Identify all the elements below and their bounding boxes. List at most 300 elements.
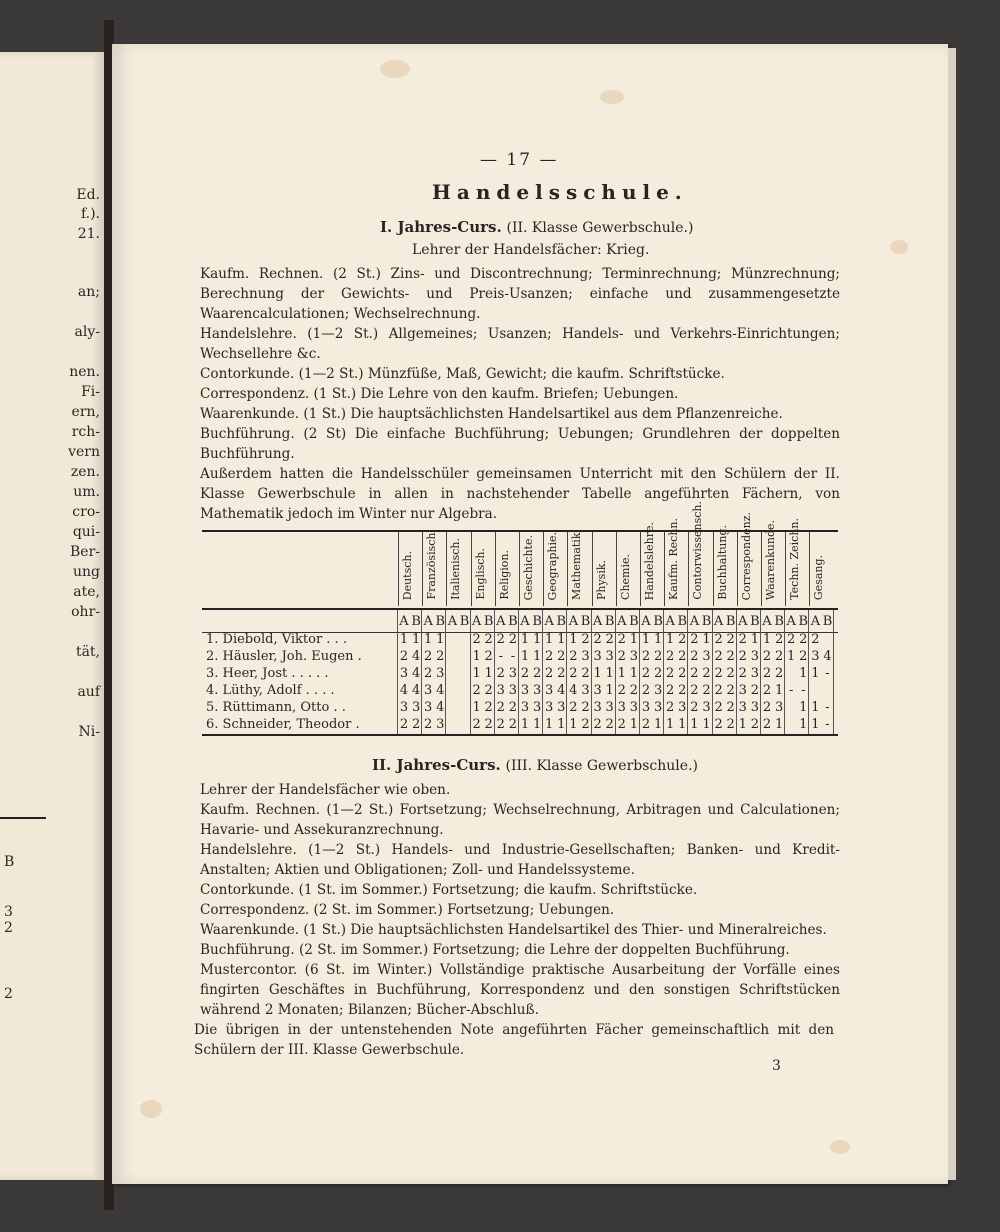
left-fragment: ern,	[71, 404, 100, 420]
left-fragment: rch-	[71, 424, 100, 440]
grade-cell: 1	[520, 717, 530, 732]
ab-header-cell: A	[544, 614, 554, 629]
ab-header-cell: A	[810, 614, 821, 629]
grade-cell: 3	[617, 700, 626, 715]
grade-cell: 1	[520, 649, 530, 664]
grade-cell: 2	[508, 717, 518, 732]
grade-cell: 3	[750, 649, 760, 664]
grade-cell: 2	[774, 649, 784, 664]
grade-cell: 1	[787, 649, 796, 664]
column-divider	[663, 610, 664, 734]
subject-header	[737, 511, 762, 606]
ab-header-cell: A	[713, 614, 724, 629]
grade-cell: 2	[762, 666, 772, 681]
left-fragment: ate,	[73, 584, 100, 600]
grade-cell: 2	[714, 666, 723, 681]
grade-cell: 2	[617, 717, 626, 732]
course1-paragraph: Kaufm. Rechnen. (2 St.) Zins- und Discontrechnung; Terminrechnung; Münzrechnung; Berechnung der Gewichts- und Preis-Usanzen; einfache und zusammengesetzte Waarencalculationen; Wechselrechnung.	[200, 266, 840, 322]
ab-header-cell: A	[496, 614, 506, 629]
grade-cell: 3	[678, 700, 687, 715]
grade-cell: 4	[557, 683, 566, 698]
grade-cell: 2	[750, 717, 760, 732]
grade-cell: 1	[738, 717, 747, 732]
course1-paragraph: Handelslehre. (1—2 St.) Allgemeines; Usanzen; Handels- und Verkehrs-Einrichtungen; Wechsellehre &c.	[200, 326, 840, 362]
grade-cell: 1	[472, 700, 481, 715]
grade-cell: 2	[666, 666, 675, 681]
table-bottom-rule	[202, 734, 838, 736]
grade-cell: 3	[545, 700, 554, 715]
subject-header	[664, 518, 689, 606]
grade-cell: 3	[424, 683, 433, 698]
subject-label: Deutsch.	[401, 550, 414, 600]
subject-header	[785, 518, 810, 606]
grade-cell: 2	[690, 649, 699, 664]
left-fragment: aly-	[74, 324, 100, 340]
subject-header	[688, 501, 713, 606]
grade-cell: 2	[714, 700, 723, 715]
grade-cell: 1	[484, 666, 493, 681]
ab-header-cell: B	[532, 614, 542, 629]
grade-cell: 2	[581, 717, 590, 732]
table-header-rule	[202, 608, 838, 610]
ab-header-cell: A	[665, 614, 675, 629]
grade-cell: 2	[726, 717, 735, 732]
grade-cell: -	[825, 700, 830, 715]
grade-cell: 1	[617, 666, 626, 681]
column-divider	[615, 610, 616, 734]
grade-cell: 1	[678, 717, 687, 732]
grade-cell: 2	[653, 666, 663, 681]
grade-cell: 3	[399, 666, 409, 681]
grade-cell: 3	[605, 700, 614, 715]
course1-paragraph: Waarenkunde. (1 St.) Die hauptsächlichsten Handelsartikel aus dem Pflanzenreiche.	[200, 406, 783, 422]
subject-header	[761, 519, 786, 606]
course1-paragraph: Buchführung. (2 St) Die einfache Buchführung; Uebungen; Grundlehren der doppelten Buchführung.	[200, 426, 840, 462]
ab-header-cell: B	[604, 614, 615, 629]
grade-cell: 2	[714, 632, 723, 647]
grade-cell: 2	[484, 632, 493, 647]
grade-cell: 2	[774, 666, 784, 681]
subject-label: Kaufm. Rechn.	[667, 518, 681, 600]
grade-cell: 1	[702, 632, 711, 647]
grade-cell: 2	[605, 632, 614, 647]
student-name: 1. Diebold, Viktor . . .	[206, 632, 347, 647]
grade-cell: 3	[581, 649, 590, 664]
grade-cell: 2	[557, 666, 566, 681]
left-fragment: vern	[68, 444, 100, 460]
grade-cell: 2	[399, 717, 409, 732]
grade-cell: 4	[436, 700, 445, 715]
grade-cell: 4	[411, 683, 421, 698]
student-name: 4. Lüthy, Adolf . . . .	[206, 683, 335, 698]
grade-cell: 2	[738, 649, 747, 664]
grade-cell: 2	[496, 717, 505, 732]
ab-header-cell: A	[617, 614, 627, 629]
left-page	[0, 52, 104, 1180]
subject-label: Buchhaltung.	[715, 525, 729, 600]
ab-header-cell: B	[459, 614, 470, 629]
grade-cell: 1	[557, 632, 566, 647]
grade-cell: 2	[762, 700, 772, 715]
grade-cell: 3	[629, 700, 639, 715]
grade-cell: 1	[545, 717, 554, 732]
grade-cell: 4	[411, 649, 421, 664]
left-fragment: qui-	[72, 524, 100, 540]
grade-cell: 2	[726, 666, 735, 681]
grade-cell: 2	[508, 700, 518, 715]
subject-header	[495, 532, 520, 606]
grade-cell: 2	[472, 683, 481, 698]
grade-cell: 2	[520, 666, 530, 681]
grade-cell: 1	[424, 632, 433, 647]
left-fragment: zen.	[70, 464, 100, 480]
grade-cell: 2	[581, 666, 590, 681]
subject-header	[713, 525, 738, 606]
grade-cell: 2	[678, 632, 687, 647]
column-divider	[470, 610, 471, 734]
grade-cell: 2	[690, 700, 699, 715]
grade-cell: 1	[532, 649, 542, 664]
subject-header	[543, 532, 568, 606]
grade-cell: 1	[532, 717, 542, 732]
grade-cell: 2	[484, 649, 493, 664]
grade-cell: -	[825, 666, 830, 681]
subject-label: Physik.	[594, 559, 608, 600]
left-rule	[0, 817, 46, 819]
grade-cell: 3	[424, 700, 433, 715]
column-divider	[518, 610, 519, 734]
grade-cell: 3	[641, 700, 651, 715]
subject-header	[422, 529, 447, 606]
ab-header-cell: A	[471, 614, 482, 629]
grade-cell: 2	[702, 683, 711, 698]
ab-header-cell: B	[653, 614, 663, 629]
grade-cell: 1	[799, 717, 808, 732]
column-divider	[566, 610, 567, 734]
column-divider	[687, 610, 688, 734]
grade-cell: 2	[629, 683, 639, 698]
grade-cell: 1	[629, 632, 639, 647]
subject-header	[592, 532, 617, 606]
grade-cell: 4	[823, 649, 832, 664]
grade-cell: 2	[532, 666, 542, 681]
page-title: Handelsschule.	[432, 180, 688, 204]
ab-header-cell: B	[435, 614, 446, 629]
ab-header-cell: A	[689, 614, 700, 629]
grade-cell: 1	[569, 717, 578, 732]
paper-stain	[830, 1140, 850, 1154]
grade-cell: 1	[605, 683, 614, 698]
grade-cell: 1	[569, 632, 578, 647]
grade-cell: 2	[666, 700, 675, 715]
column-divider	[808, 610, 809, 734]
grade-cell: 3	[411, 700, 421, 715]
ab-header-cell: B	[725, 614, 736, 629]
left-fragment: ung	[73, 564, 100, 580]
course1-paragraph: Außerdem hatten die Handelsschüler gemeinsamen Unterricht mit den Schülern der II. Klasse Gewerbschule in allen in nachstehender Tabelle angeführten Fächern, von Mathematik jedoch im Winter nur Algebra.	[200, 466, 840, 522]
grade-cell: 3	[653, 700, 663, 715]
ab-header-cell: B	[556, 614, 567, 629]
grade-cell: 2	[750, 683, 760, 698]
subject-label: Geographie.	[546, 531, 560, 600]
ab-header-cell: B	[750, 614, 760, 629]
grade-cell: 2	[641, 649, 651, 664]
grade-cell: 3	[811, 649, 820, 664]
subject-header	[398, 532, 423, 606]
grade-cell: 1	[436, 632, 445, 647]
grade-cell: 2	[508, 632, 518, 647]
grade-cell: 2	[666, 649, 675, 664]
grade-cell: 2	[496, 700, 505, 715]
grade-cell: 2	[690, 666, 699, 681]
ab-header-cell: A	[738, 614, 748, 629]
left-table-fragment: B	[4, 854, 15, 870]
grade-cell: 2	[472, 717, 481, 732]
course2-paragraph: Die übrigen in der untenstehenden Note angeführten Fächer gemeinschaftlich mit den Schülern der III. Klasse Gewerbschule.	[194, 1022, 834, 1058]
grade-cell: 2	[641, 666, 651, 681]
grade-cell: 1	[411, 632, 421, 647]
subject-label: Geschichte.	[522, 534, 535, 600]
grade-cell: 3	[508, 666, 518, 681]
course1-heading-line	[380, 218, 693, 236]
grade-cell: -	[510, 649, 516, 664]
subject-label: Gesang.	[812, 554, 826, 600]
grade-cell: 1	[702, 717, 711, 732]
subject-header	[519, 532, 544, 606]
subject-label: Handelslehre.	[643, 521, 656, 600]
grade-cell: 1	[774, 683, 784, 698]
ab-header-cell: A	[447, 614, 458, 629]
grade-cell: 2	[799, 649, 808, 664]
ab-header-cell: B	[677, 614, 688, 629]
subject-label: Chemie.	[618, 554, 632, 600]
ab-header-cell: B	[483, 614, 494, 629]
grade-cell: 1	[799, 700, 808, 715]
page-number: — 17 —	[480, 150, 559, 170]
grade-cell: 4	[569, 683, 578, 698]
course2-class-note: (III. Klasse Gewerbschule.)	[505, 758, 698, 774]
grade-cell: 2	[726, 649, 735, 664]
grade-cell: 2	[496, 632, 505, 647]
grade-cell: 2	[714, 649, 723, 664]
grade-cell: 2	[545, 666, 554, 681]
grade-cell: 3	[702, 649, 711, 664]
grade-cell: 2	[569, 666, 578, 681]
subject-label: Contorwissensch.	[691, 501, 705, 600]
grade-cell: 2	[484, 700, 493, 715]
grade-cell: 2	[496, 666, 505, 681]
grade-cell: 3	[629, 649, 639, 664]
left-table-fragment: 2	[4, 920, 13, 936]
grade-cell: 2	[714, 717, 723, 732]
grade-cell: -	[825, 717, 830, 732]
course2-paragraph: Kaufm. Rechnen. (1—2 St.) Fortsetzung; Wechselrechnung, Arbitragen und Calculationen; Havarie- und Assekuranzrechnung.	[200, 802, 840, 838]
student-name: 2. Häusler, Joh. Eugen .	[206, 649, 362, 664]
grade-cell: 2	[557, 649, 566, 664]
grade-cell: 2	[726, 632, 735, 647]
grade-cell: 3	[557, 700, 566, 715]
grade-cell: 1	[532, 632, 542, 647]
subject-header	[471, 532, 496, 606]
column-divider	[494, 610, 495, 734]
grade-cell: 3	[774, 700, 784, 715]
grade-cell: 1	[399, 632, 409, 647]
ab-header-cell: B	[411, 614, 421, 629]
paper-stain	[600, 90, 624, 104]
column-divider	[542, 610, 543, 734]
left-fragment: f.).	[80, 206, 100, 222]
subject-label: Correspondenz.	[739, 511, 753, 600]
grade-cell: 2	[424, 649, 433, 664]
grade-cell: 3	[496, 683, 505, 698]
grade-cell: 3	[520, 683, 530, 698]
left-table-fragment: 2	[4, 986, 13, 1002]
ab-header-cell: B	[798, 614, 809, 629]
column-divider	[760, 610, 761, 734]
ab-header-cell: B	[701, 614, 712, 629]
ab-header-cell: B	[580, 614, 591, 629]
grade-cell: 2	[678, 666, 687, 681]
signature-mark: 3	[772, 1058, 781, 1074]
grade-cell: 3	[436, 666, 445, 681]
grade-cell: 1	[666, 632, 675, 647]
grade-cell: 2	[726, 700, 735, 715]
grade-cell: 2	[678, 683, 687, 698]
course2-paragraph: Contorkunde. (1 St. im Sommer.) Fortsetzung; die kaufm. Schriftstücke.	[200, 882, 698, 898]
grade-cell: 1	[629, 717, 639, 732]
grade-cell: 1	[811, 717, 820, 732]
paper-stain	[140, 1100, 162, 1118]
grade-cell: 2	[545, 649, 554, 664]
ab-header-cell: A	[641, 614, 651, 629]
subject-label: Waarenkunde.	[764, 519, 777, 600]
subject-label: Italienisch.	[449, 538, 463, 600]
subject-header	[809, 532, 834, 606]
left-table-fragment: 3	[4, 904, 13, 920]
grade-cell: 2	[774, 632, 784, 647]
grade-cell: 3	[605, 649, 614, 664]
grade-cell: -	[801, 683, 806, 698]
grade-cell: 3	[532, 683, 542, 698]
paper-stain	[380, 60, 410, 78]
course1-teacher: Lehrer der Handelsfächer: Krieg.	[412, 242, 650, 258]
course2-teacher: Lehrer der Handelsfächer wie oben.	[200, 782, 451, 798]
paper-stain	[890, 240, 908, 254]
column-divider	[712, 610, 713, 734]
course2-paragraph: Correspondenz. (2 St. im Sommer.) Fortsetzung; Uebungen.	[200, 902, 615, 918]
grade-cell: 3	[738, 683, 747, 698]
grade-cell: 3	[520, 700, 530, 715]
student-name: 3. Heer, Jost . . . . .	[206, 666, 329, 681]
grade-cell: 1	[690, 717, 699, 732]
course1-paragraph: Correspondenz. (1 St.) Die Lehre von den kaufm. Briefen; Uebungen.	[200, 386, 679, 402]
grade-cell: 3	[702, 700, 711, 715]
left-fragment: Ber-	[70, 544, 100, 560]
grade-cell: 2	[581, 632, 590, 647]
grade-cell: 3	[436, 717, 445, 732]
grade-cell: 2	[799, 632, 808, 647]
left-fragment: Ni-	[78, 724, 100, 740]
grade-cell: 2	[738, 632, 747, 647]
ab-header-cell: A	[786, 614, 796, 629]
grade-cell: 2	[424, 717, 433, 732]
subject-label: Französisch.	[425, 529, 439, 600]
grade-cell: 1	[557, 717, 566, 732]
subject-header	[567, 529, 592, 606]
subject-header	[640, 521, 665, 606]
ab-header-cell: B	[508, 614, 518, 629]
grade-cell: 2	[738, 666, 747, 681]
course2-paragraph: Handelslehre. (1—2 St.) Handels- und Industrie-Gesellschaften; Banken- und Kredit-Anstalten; Aktien und Obligationen; Zoll- und Handelssysteme.	[200, 842, 840, 878]
subject-header	[446, 532, 471, 606]
grade-cell: 2	[593, 717, 602, 732]
course2-paragraph: Mustercontor. (6 St. im Winter.) Vollständige praktische Ausarbeitung der Vorfälle eines fingirten Geschäftes in Buchführung, Korrespondenz und den sonstigen Schriftstücken während 2 Monaten; Bilanzen; Bücher-Abschluß.	[200, 962, 840, 1018]
grade-cell: 3	[581, 683, 590, 698]
course2-paragraph: Buchführung. (2 St. im Sommer.) Fortsetzung; die Lehre der doppelten Buchführung.	[200, 942, 790, 958]
grade-cell: 2	[411, 717, 421, 732]
grade-cell: 3	[545, 683, 554, 698]
grade-cell: 3	[653, 683, 663, 698]
left-fragment: ohr-	[71, 604, 100, 620]
grade-cell: 2	[641, 717, 651, 732]
student-name: 5. Rüttimann, Otto . .	[206, 700, 346, 715]
course1-heading: I. Jahres-Curs.	[380, 218, 502, 236]
grade-cell: 2	[702, 666, 711, 681]
grade-cell: 2	[762, 649, 772, 664]
left-fragment: auf	[77, 684, 100, 700]
column-divider	[421, 610, 422, 734]
grade-cell: 2	[569, 649, 578, 664]
student-name: 6. Schneider, Theodor .	[206, 717, 360, 732]
grade-cell: 2	[399, 649, 409, 664]
ab-header-cell: A	[520, 614, 530, 629]
grade-cell: 2	[690, 632, 699, 647]
grade-cell: 1	[472, 666, 481, 681]
left-fragment: um.	[73, 484, 100, 500]
grade-cell: 4	[436, 683, 445, 698]
subject-label: Englisch.	[473, 548, 487, 600]
grade-cell: 2	[762, 717, 772, 732]
grade-cell: 3	[593, 683, 602, 698]
grade-cell: 3	[399, 700, 409, 715]
left-fragment: 21.	[77, 226, 100, 242]
grade-cell: 2	[581, 700, 590, 715]
grade-cell: 2	[726, 683, 735, 698]
grade-cell: 2	[666, 683, 675, 698]
column-divider	[833, 610, 834, 734]
grade-cell: 2	[787, 632, 796, 647]
grade-cell: 1	[774, 717, 784, 732]
grade-cell: 2	[569, 700, 578, 715]
column-divider	[784, 610, 785, 734]
grade-cell: -	[498, 649, 503, 664]
subject-label: Mathematik.	[570, 529, 584, 600]
left-fragment: Fi-	[81, 384, 100, 400]
grade-cell: 3	[593, 649, 602, 664]
grade-cell: 2	[653, 649, 663, 664]
grade-cell: 1	[653, 717, 663, 732]
grade-cell: 2	[436, 649, 445, 664]
page-edge	[948, 48, 956, 1180]
grade-cell: 1	[605, 666, 614, 681]
grade-cell: 1	[811, 666, 820, 681]
column-divider	[397, 610, 398, 734]
grade-cell: 2	[484, 717, 493, 732]
grade-cell: 3	[750, 700, 760, 715]
left-fragment: nen.	[69, 364, 100, 380]
ab-header-cell: A	[592, 614, 603, 629]
grade-cell: 2	[762, 683, 772, 698]
